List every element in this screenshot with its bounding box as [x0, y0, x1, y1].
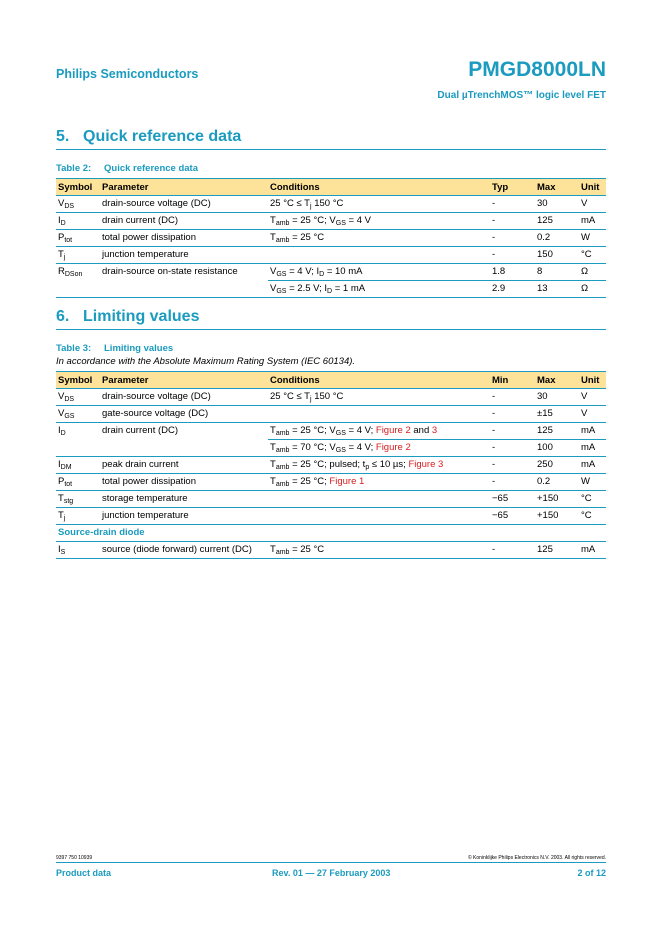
table-row: [56, 491, 606, 508]
parameter-cell: total power dissipation: [100, 230, 268, 247]
document-type: Product data: [56, 868, 112, 878]
unit-cell: mA: [579, 457, 606, 474]
product-subtitle: Dual µTrenchMOS™ logic level FET: [437, 90, 606, 101]
table-row: [56, 406, 606, 423]
conditions-cell: $T_{amb} = 25$ °C: [268, 230, 490, 247]
column-header: Parameter: [100, 372, 268, 389]
max-cell: +150: [535, 508, 579, 525]
max-cell: 30: [535, 389, 579, 406]
conditions-cell: $V_{GS} = 2.5$ V; $I_D = 1$ mA: [268, 281, 490, 298]
table-title: Limiting values: [104, 343, 174, 354]
typ-cell: 2.9: [490, 281, 535, 298]
section-number: 5.: [56, 128, 70, 145]
table-group-row: [56, 525, 606, 542]
table-row: [56, 440, 606, 457]
min-cell: -: [490, 474, 535, 491]
unit-cell: mA: [579, 440, 606, 457]
parameter-cell: drain-source on-state resistance: [102, 266, 238, 277]
parameter-cell: peak drain current: [100, 457, 268, 474]
conditions-cell: [268, 247, 490, 264]
limiting-values-table: [56, 371, 606, 559]
min-cell: -: [490, 440, 535, 457]
conditions-cell: 25 $^\circ C \le T_j$ 150 °C: [268, 389, 490, 406]
unit-cell: V: [579, 406, 606, 423]
table-row: [56, 474, 606, 491]
section-title: Limiting values: [83, 308, 200, 325]
min-cell: -: [490, 406, 535, 423]
symbol-cell: $I_D$: [58, 425, 66, 437]
unit-cell: °C: [579, 247, 606, 264]
group-heading: Source-drain diode: [56, 525, 606, 542]
section-title: Quick reference data: [83, 128, 242, 145]
parameter-cell: junction temperature: [100, 247, 268, 264]
symbol-cell: $P_{tot}$: [56, 474, 100, 491]
column-header: Max: [535, 372, 579, 389]
parameter-cell: drain-source voltage (DC): [100, 196, 268, 213]
min-cell: -: [490, 457, 535, 474]
table-3-caption: [56, 343, 173, 354]
column-header: Conditions: [268, 179, 490, 196]
column-header: Conditions: [268, 372, 490, 389]
max-cell: 100: [535, 440, 579, 457]
conditions-cell: [268, 491, 490, 508]
product-name: PMGD8000LN: [468, 58, 606, 81]
conditions-cell: $T_{amb} = 25$ °C; $V_{GS} = 4$ V; Figure 2 and 3: [268, 423, 490, 440]
max-cell: 250: [535, 457, 579, 474]
figure-link[interactable]: 3: [431, 425, 438, 436]
table-header-row: [56, 372, 606, 389]
table-row: [56, 389, 606, 406]
figure-link[interactable]: Figure 1: [329, 476, 365, 487]
symbol-cell: $V_{GS}$: [56, 406, 100, 423]
figure-link[interactable]: Figure 2: [375, 425, 411, 436]
column-header: Min: [490, 372, 535, 389]
conditions-cell: $T_{amb} = 25$ °C; $V_{GS} = 4$ V: [268, 213, 490, 230]
symbol-cell: $T_{stg}$: [56, 491, 100, 508]
min-cell: -: [490, 389, 535, 406]
column-header: Symbol: [56, 179, 100, 196]
column-header: Typ: [490, 179, 535, 196]
symbol-cell: [56, 281, 100, 298]
page-number: 2 of 12: [577, 868, 606, 878]
typ-cell: 1.8: [490, 264, 535, 281]
section-6-heading: [56, 308, 606, 330]
conditions-cell: $T_{amb} = 25$ °C: [268, 542, 490, 559]
unit-cell: °C: [579, 508, 606, 525]
section-number: 6.: [56, 308, 70, 325]
column-header: Symbol: [56, 372, 100, 389]
max-cell: 30: [535, 196, 579, 213]
min-cell: -: [490, 423, 535, 440]
min-cell: −65: [490, 491, 535, 508]
quick-reference-table: [56, 178, 606, 298]
table-label: Table 2:: [56, 163, 92, 174]
unit-cell: °C: [579, 491, 606, 508]
column-header: Parameter: [100, 179, 268, 196]
column-header: Max: [535, 179, 579, 196]
unit-cell: V: [579, 389, 606, 406]
table-row: [56, 213, 606, 230]
figure-link[interactable]: Figure 3: [408, 459, 444, 470]
parameter-cell: source (diode forward) current (DC): [100, 542, 268, 559]
symbol-cell: $V_{DS}$: [56, 196, 100, 213]
symbol-cell: $I_{DM}$: [56, 457, 100, 474]
parameter-cell: [100, 281, 268, 298]
parameter-cell: drain current (DC): [102, 425, 179, 436]
company-name: Philips Semiconductors: [56, 67, 199, 81]
table-row: [56, 230, 606, 247]
table-title: Quick reference data: [104, 163, 198, 174]
parameter-cell: [100, 440, 268, 457]
table-2-caption: [56, 163, 198, 174]
revision-info: Rev. 01 — 27 February 2003: [272, 868, 391, 878]
table-row: [56, 542, 606, 559]
conditions-cell: $T_{amb} = 25$ °C; pulsed; $t_p \le 10$ µs; Figure 3: [268, 457, 490, 474]
parameter-cell: drain current (DC): [100, 213, 268, 230]
typ-cell: -: [490, 230, 535, 247]
max-cell: 0.2: [535, 230, 579, 247]
copyright-notice: © Koninklijke Philips Electronics N.V. 2003. All rights reserved.: [467, 855, 606, 861]
symbol-cell: $I_S$: [56, 542, 100, 559]
table-row: [56, 196, 606, 213]
symbol-cell: $R_{DSon}$: [58, 266, 83, 278]
conditions-cell: 25 $^\circ C \le T_j$ 150 °C: [268, 196, 490, 213]
max-cell: ±15: [535, 406, 579, 423]
section-5-heading: [56, 128, 606, 150]
unit-cell: W: [579, 474, 606, 491]
typ-cell: -: [490, 196, 535, 213]
unit-cell: mA: [579, 213, 606, 230]
max-cell: 0.2: [535, 474, 579, 491]
min-cell: −65: [490, 508, 535, 525]
unit-cell: mA: [579, 423, 606, 440]
max-cell: 8: [535, 264, 579, 281]
max-cell: 125: [535, 423, 579, 440]
table-3-note: In accordance with the Absolute Maximum Rating System (IEC 60134).: [56, 356, 356, 367]
table-row: [56, 508, 606, 525]
conditions-cell: [268, 406, 490, 423]
unit-cell: W: [579, 230, 606, 247]
max-cell: 125: [535, 213, 579, 230]
parameter-cell: junction temperature: [100, 508, 268, 525]
unit-cell: Ω: [579, 264, 606, 281]
figure-link[interactable]: Figure 2: [375, 442, 411, 453]
unit-cell: V: [579, 196, 606, 213]
symbol-cell: $V_{DS}$: [56, 389, 100, 406]
conditions-cell: [268, 508, 490, 525]
max-cell: +150: [535, 491, 579, 508]
column-header: Unit: [579, 372, 606, 389]
unit-cell: Ω: [579, 281, 606, 298]
max-cell: 13: [535, 281, 579, 298]
conditions-cell: $T_{amb} = 25$ °C; Figure 1: [268, 474, 490, 491]
typ-cell: -: [490, 247, 535, 264]
table-row: [56, 457, 606, 474]
symbol-cell: $P_{tot}$: [56, 230, 100, 247]
table-header-row: [56, 179, 606, 196]
parameter-cell: drain-source voltage (DC): [100, 389, 268, 406]
parameter-cell: storage temperature: [100, 491, 268, 508]
symbol-cell: $T_j$: [56, 508, 100, 525]
unit-cell: mA: [579, 542, 606, 559]
table-row: [56, 281, 606, 298]
parameter-cell: gate-source voltage (DC): [100, 406, 268, 423]
symbol-cell: $I_D$: [56, 213, 100, 230]
conditions-cell: $T_{amb} = 70$ °C; $V_{GS} = 4$ V; Figure 2: [268, 440, 490, 457]
symbol-cell: $T_j$: [56, 247, 100, 264]
table-row: [56, 264, 606, 281]
symbol-cell: [56, 440, 100, 457]
min-cell: -: [490, 542, 535, 559]
conditions-cell: $V_{GS} = 4$ V; $I_D = 10$ mA: [268, 264, 490, 281]
document-number: 9397 750 10939: [56, 855, 93, 861]
typ-cell: -: [490, 213, 535, 230]
table-label: Table 3:: [56, 343, 92, 354]
max-cell: 150: [535, 247, 579, 264]
table-row: [56, 247, 606, 264]
footer-divider: [56, 862, 606, 863]
parameter-cell: total power dissipation: [100, 474, 268, 491]
table-row: [56, 423, 606, 440]
max-cell: 125: [535, 542, 579, 559]
column-header: Unit: [579, 179, 606, 196]
